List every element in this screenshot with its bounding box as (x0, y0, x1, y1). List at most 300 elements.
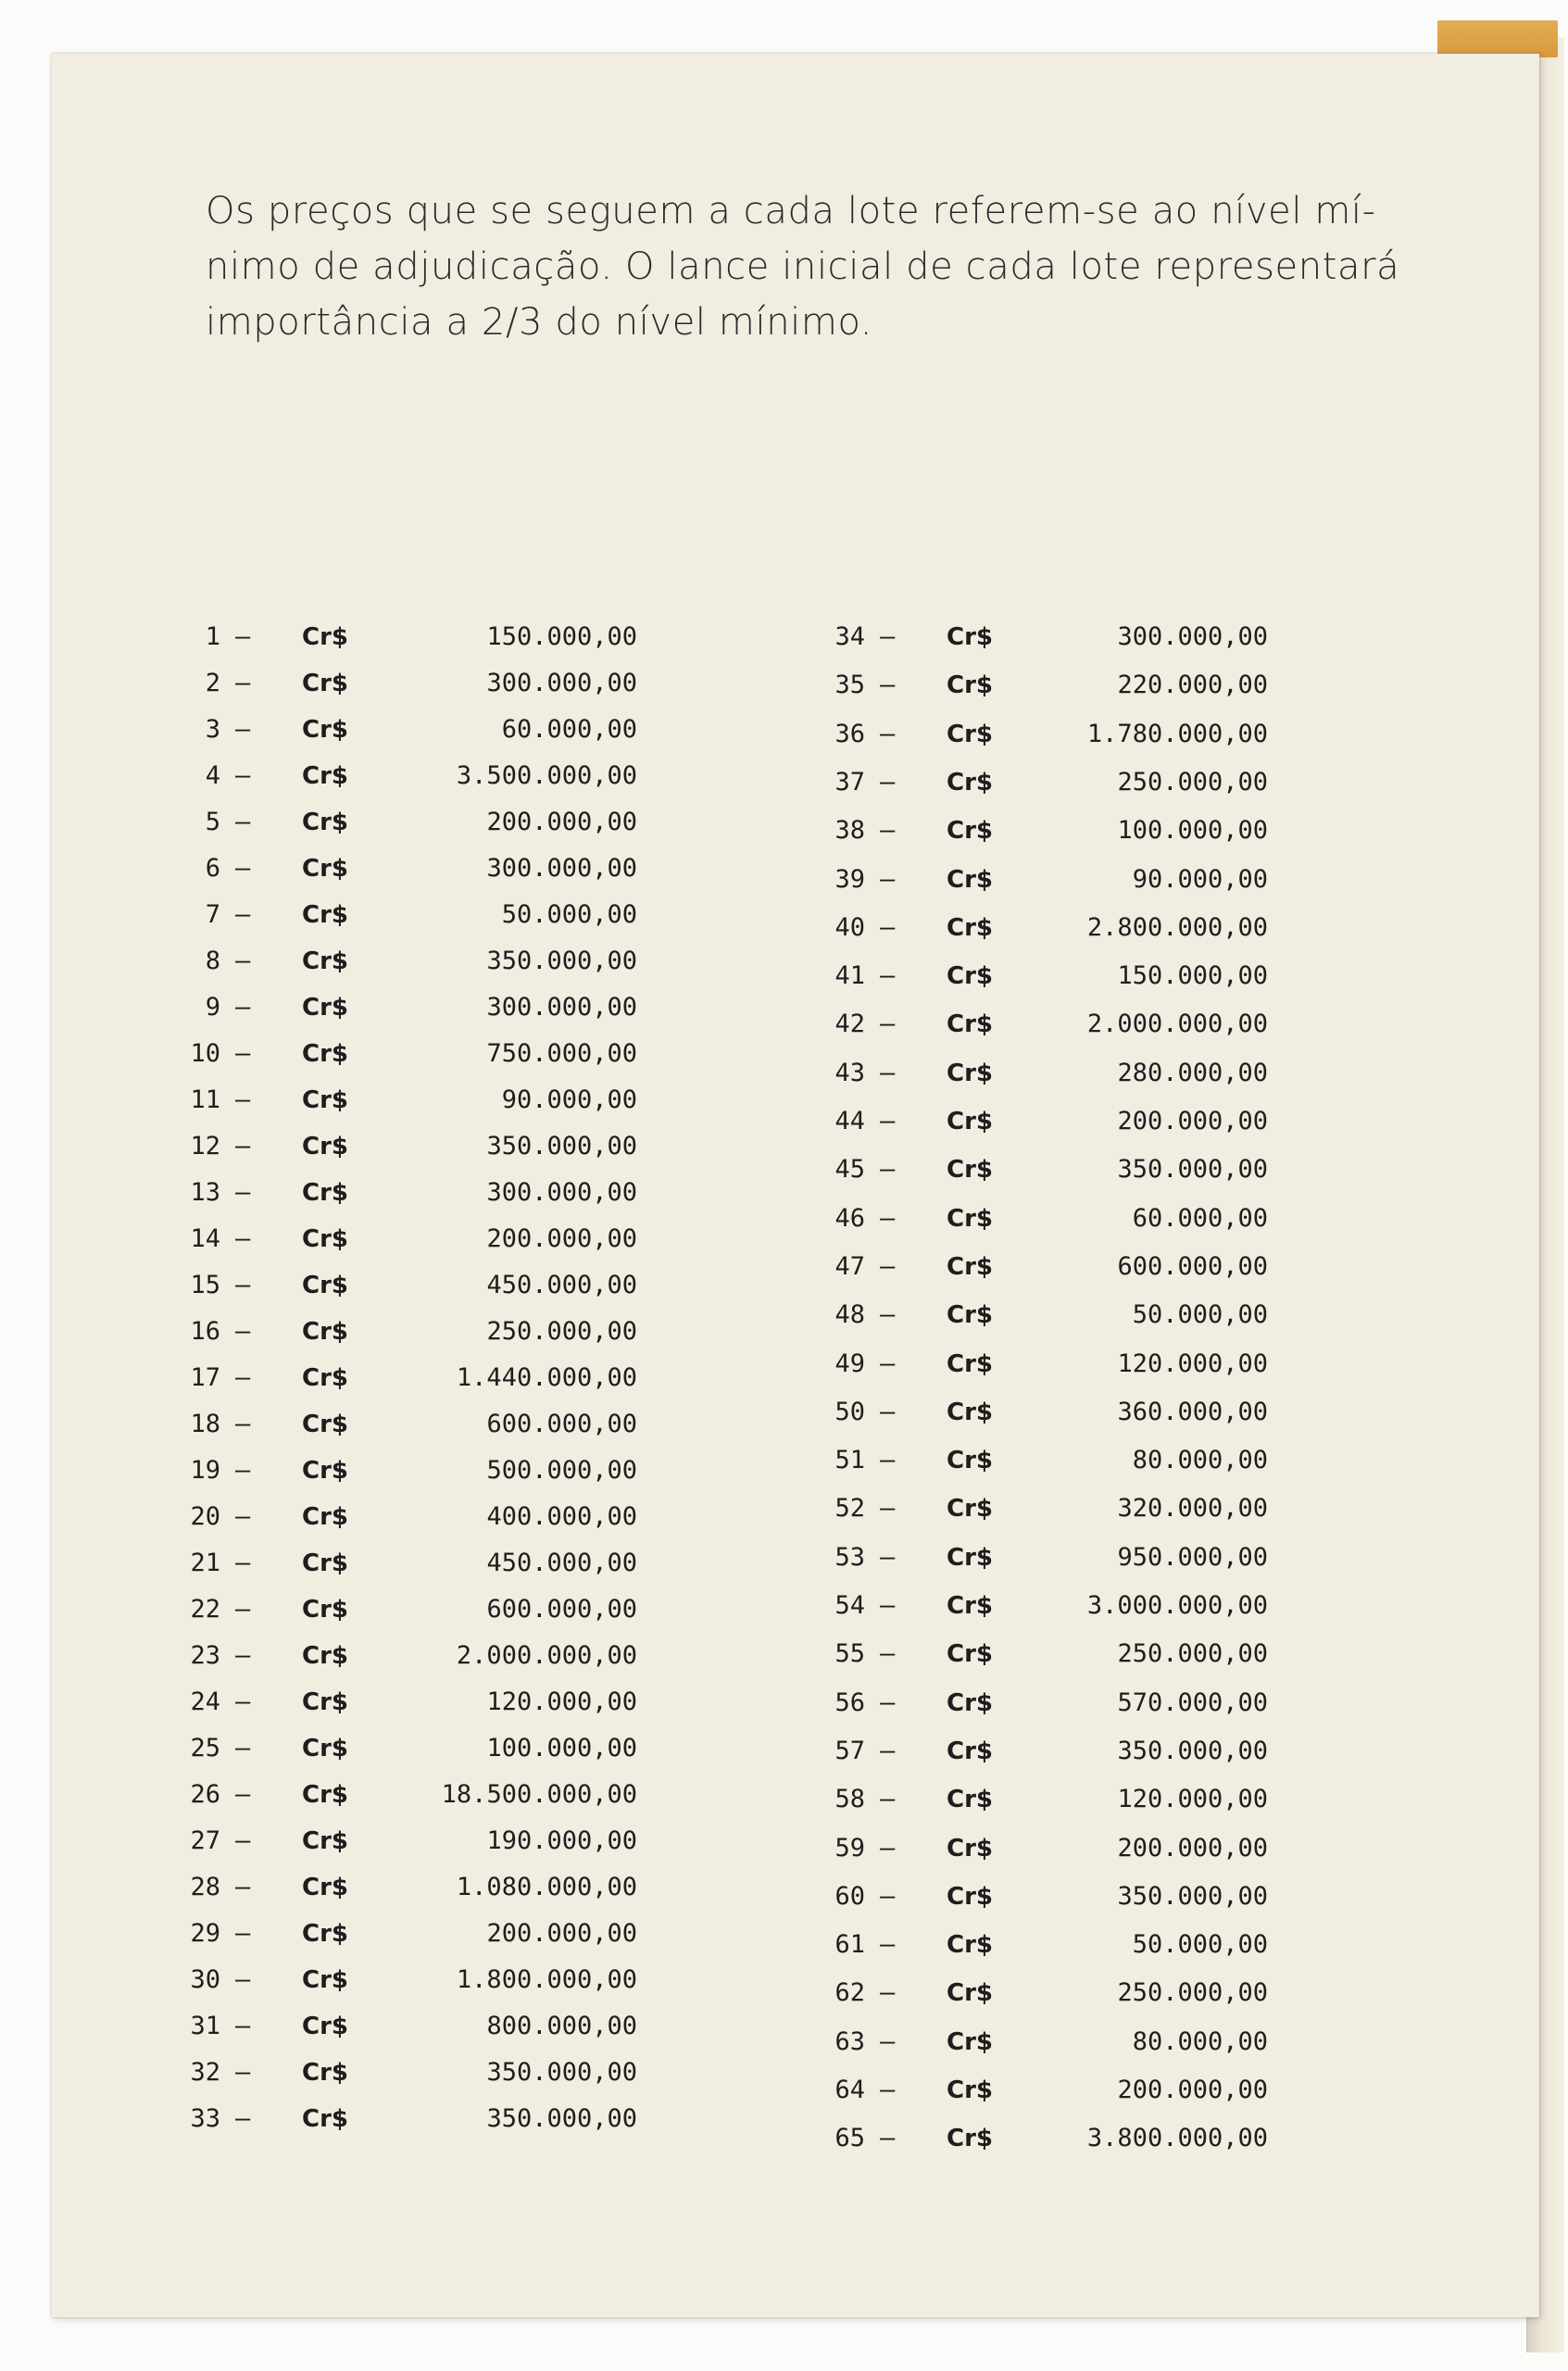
lot-price: 350.000,00 (486, 947, 637, 975)
lot-price: 3.800.000,00 (1086, 2124, 1268, 2153)
lot-row (808, 1442, 1400, 1479)
lot-currency: Cr$ (947, 768, 993, 797)
lot-price: 120.000,00 (486, 1687, 637, 1716)
lot-number: 34 (834, 622, 865, 651)
lot-row (163, 1128, 756, 1165)
lot-row (808, 1490, 1400, 1527)
lot-row (808, 1636, 1400, 1673)
lot-number: 10 (190, 1039, 220, 1068)
lot-number: 16 (190, 1317, 220, 1346)
lot-number: 9 (205, 993, 220, 1022)
lot-row (808, 1200, 1400, 1237)
lot-dash: — (235, 2058, 251, 2087)
lot-number: 5 (205, 808, 220, 836)
lot-row (163, 1082, 756, 1119)
lot-dash: — (235, 1873, 251, 1901)
lot-row (808, 1055, 1400, 1092)
lot-currency: Cr$ (947, 1108, 993, 1135)
lot-number: 63 (834, 2026, 865, 2056)
lot-currency: Cr$ (947, 1592, 993, 1620)
lot-currency: Cr$ (947, 865, 993, 894)
lot-currency: Cr$ (302, 1457, 348, 1485)
lot-row (808, 1248, 1400, 1286)
lot-currency: Cr$ (947, 1059, 993, 1087)
lot-currency: Cr$ (947, 2125, 993, 2153)
intro-line-3: importância a 2/3 do nível mínimo. (206, 301, 873, 344)
lot-row (163, 1452, 756, 1489)
lot-number: 15 (190, 1271, 220, 1299)
lot-row (163, 1776, 756, 1813)
lot-number: 45 (834, 1155, 865, 1185)
lot-number: 49 (834, 1349, 865, 1378)
lot-currency: Cr$ (947, 1398, 993, 1426)
lot-price: 200.000,00 (486, 808, 637, 836)
lot-number: 35 (834, 671, 865, 700)
lot-price: 50.000,00 (1132, 1300, 1268, 1330)
lot-price: 300.000,00 (486, 1178, 637, 1207)
lot-price: 350.000,00 (486, 2104, 637, 2133)
lot-number: 20 (190, 1502, 220, 1531)
lot-dash: — (235, 1317, 251, 1346)
lot-currency: Cr$ (302, 1827, 348, 1855)
lot-number: 4 (205, 761, 220, 790)
lot-row (163, 897, 756, 934)
lot-row (808, 1733, 1400, 1770)
lot-dash: — (880, 1494, 896, 1524)
lot-row (163, 1035, 756, 1073)
lot-price: 100.000,00 (486, 1734, 637, 1763)
lot-dash: — (880, 1736, 896, 1765)
lot-price: 300.000,00 (1117, 622, 1268, 651)
lot-price: 80.000,00 (1132, 2026, 1268, 2056)
lot-dash: — (235, 1641, 251, 1670)
lot-dash: — (880, 1155, 896, 1185)
lot-row (163, 1915, 756, 1952)
lot-currency: Cr$ (302, 947, 348, 975)
lot-number: 22 (190, 1595, 220, 1624)
lot-number: 29 (190, 1919, 220, 1948)
lot-price: 1.440.000,00 (456, 1363, 637, 1392)
lot-number: 44 (834, 1107, 865, 1135)
lot-price: 500.000,00 (486, 1456, 637, 1485)
lot-dash: — (235, 1085, 251, 1114)
lot-row (163, 758, 756, 795)
lot-row (163, 1221, 756, 1258)
lot-currency: Cr$ (947, 1543, 993, 1572)
lot-currency: Cr$ (947, 623, 993, 651)
lot-price: 350.000,00 (1117, 1155, 1268, 1185)
lot-currency: Cr$ (302, 762, 348, 790)
lot-price: 300.000,00 (486, 669, 637, 697)
lot-dash: — (880, 1785, 896, 1814)
lot-price: 150.000,00 (1117, 961, 1268, 991)
lot-price: 2.800.000,00 (1086, 912, 1268, 942)
lot-number: 52 (834, 1494, 865, 1524)
lot-row (163, 1174, 756, 1211)
lot-row (808, 812, 1400, 849)
lot-dash: — (880, 622, 896, 651)
lot-row (163, 1313, 756, 1350)
lot-price: 120.000,00 (1117, 1349, 1268, 1378)
lot-dash: — (235, 1734, 251, 1763)
lot-row (808, 1346, 1400, 1383)
lot-number: 37 (834, 767, 865, 797)
lot-number: 65 (834, 2124, 865, 2153)
lot-price: 190.000,00 (486, 1826, 637, 1855)
lot-price: 300.000,00 (486, 854, 637, 883)
lot-dash: — (235, 1919, 251, 1948)
lot-currency: Cr$ (302, 901, 348, 929)
lot-price: 18.500.000,00 (441, 1780, 637, 1809)
lot-row (808, 910, 1400, 947)
lot-number: 13 (190, 1178, 220, 1207)
lot-number: 60 (834, 1881, 865, 1911)
lot-dash: — (235, 854, 251, 883)
intro-paragraph (206, 183, 1502, 350)
lot-currency: Cr$ (302, 2013, 348, 2040)
lot-dash: — (880, 816, 896, 846)
lot-number: 41 (834, 961, 865, 991)
lot-dash: — (235, 947, 251, 975)
lot-dash: — (235, 1595, 251, 1624)
lot-price: 3.000.000,00 (1086, 1591, 1268, 1620)
lot-currency: Cr$ (302, 1040, 348, 1068)
lot-number: 58 (834, 1785, 865, 1814)
lot-row (163, 1360, 756, 1397)
lot-number: 18 (190, 1410, 220, 1438)
lot-price: 750.000,00 (486, 1039, 637, 1068)
lot-dash: — (880, 1349, 896, 1378)
lot-dash: — (880, 2124, 896, 2153)
lot-number: 25 (190, 1734, 220, 1763)
lot-currency: Cr$ (947, 2076, 993, 2104)
lot-currency: Cr$ (302, 2059, 348, 2087)
lot-row (808, 1878, 1400, 1915)
lot-dash: — (880, 1687, 896, 1717)
lot-dash: — (235, 1549, 251, 1577)
lot-number: 14 (190, 1224, 220, 1253)
lot-price: 250.000,00 (1117, 1978, 1268, 2008)
lot-number: 50 (834, 1397, 865, 1426)
lot-currency: Cr$ (947, 1010, 993, 1039)
lot-currency: Cr$ (947, 1156, 993, 1185)
lot-currency: Cr$ (947, 1882, 993, 1911)
lot-price: 350.000,00 (1117, 1736, 1268, 1765)
lot-currency: Cr$ (947, 817, 993, 846)
lot-number: 48 (834, 1300, 865, 1330)
lot-row (163, 1637, 756, 1675)
lot-dash: — (235, 761, 251, 790)
lot-currency: Cr$ (947, 2027, 993, 2056)
lot-dash: — (235, 1965, 251, 1994)
lot-currency: Cr$ (947, 720, 993, 748)
lot-row (808, 1587, 1400, 1625)
lot-currency: Cr$ (302, 2105, 348, 2133)
lot-dash: — (235, 1410, 251, 1438)
lot-dash: — (235, 1456, 251, 1485)
lot-number: 56 (834, 1687, 865, 1717)
lot-dash: — (880, 1203, 896, 1233)
lot-number: 33 (190, 2104, 220, 2133)
lot-currency: Cr$ (302, 623, 348, 651)
lot-dash: — (235, 1363, 251, 1392)
lot-price: 220.000,00 (1117, 671, 1268, 700)
lot-dash: — (880, 1542, 896, 1572)
lot-row (808, 2120, 1400, 2157)
lot-price: 570.000,00 (1117, 1687, 1268, 1717)
lot-number: 12 (190, 1132, 220, 1160)
lot-row (808, 764, 1400, 801)
lot-currency: Cr$ (947, 1301, 993, 1330)
lot-dash: — (880, 1010, 896, 1039)
lot-currency: Cr$ (947, 1979, 993, 2008)
lot-currency: Cr$ (302, 1364, 348, 1392)
lot-currency: Cr$ (302, 1272, 348, 1299)
lot-price: 250.000,00 (486, 1317, 637, 1346)
lot-dash: — (880, 2026, 896, 2056)
lot-dash: — (235, 993, 251, 1022)
lot-number: 24 (190, 1687, 220, 1716)
lot-currency: Cr$ (302, 1966, 348, 1994)
lot-number: 38 (834, 816, 865, 846)
lot-row (163, 1267, 756, 1304)
lot-number: 8 (205, 947, 220, 975)
lot-price: 300.000,00 (486, 993, 637, 1022)
lot-dash: — (235, 1826, 251, 1855)
lot-row (808, 1006, 1400, 1043)
lot-price: 450.000,00 (486, 1271, 637, 1299)
lot-number: 43 (834, 1058, 865, 1087)
lot-number: 42 (834, 1010, 865, 1039)
lot-dash: — (235, 900, 251, 929)
lot-price: 3.500.000,00 (456, 761, 637, 790)
lot-currency: Cr$ (947, 1349, 993, 1378)
lot-number: 26 (190, 1780, 220, 1809)
lot-currency: Cr$ (302, 1411, 348, 1438)
lot-dash: — (235, 669, 251, 697)
lot-dash: — (880, 912, 896, 942)
lot-row (163, 1730, 756, 1767)
lot-currency: Cr$ (302, 1874, 348, 1901)
lot-price: 60.000,00 (501, 715, 637, 744)
lot-number: 31 (190, 2012, 220, 2040)
lot-number: 1 (205, 622, 220, 651)
lot-dash: — (880, 1446, 896, 1475)
lot-dash: — (880, 1930, 896, 1960)
lot-currency: Cr$ (302, 1549, 348, 1577)
lot-price: 60.000,00 (1132, 1203, 1268, 1233)
lot-currency: Cr$ (947, 1786, 993, 1814)
lot-currency: Cr$ (947, 1495, 993, 1524)
lot-dash: — (880, 1107, 896, 1135)
lot-dash: — (235, 715, 251, 744)
lot-number: 54 (834, 1591, 865, 1620)
lot-number: 39 (834, 864, 865, 894)
lot-dash: — (235, 1780, 251, 1809)
lot-price: 350.000,00 (486, 2058, 637, 2087)
lot-currency: Cr$ (947, 671, 993, 700)
lot-currency: Cr$ (302, 670, 348, 697)
lot-number: 21 (190, 1549, 220, 1577)
lot-row (163, 711, 756, 748)
lot-dash: — (880, 2076, 896, 2104)
lot-currency: Cr$ (302, 1133, 348, 1160)
lot-row (808, 1781, 1400, 1818)
lot-price: 350.000,00 (486, 1132, 637, 1160)
lot-price: 250.000,00 (1117, 767, 1268, 797)
lot-dash: — (235, 1132, 251, 1160)
lot-number: 6 (205, 854, 220, 883)
lot-row (808, 667, 1400, 704)
intro-line-1: Os preços que se seguem a cada lote referem-se ao nível mí- (206, 190, 1376, 232)
lot-number: 32 (190, 2058, 220, 2087)
lot-price: 80.000,00 (1132, 1446, 1268, 1475)
lot-price: 150.000,00 (486, 622, 637, 651)
lot-row (163, 2054, 756, 2091)
lot-row (163, 1545, 756, 1582)
lot-number: 47 (834, 1251, 865, 1281)
lot-dash: — (235, 808, 251, 836)
lot-number: 55 (834, 1639, 865, 1669)
lot-price: 200.000,00 (1117, 1833, 1268, 1863)
lot-currency: Cr$ (302, 809, 348, 836)
lot-row (163, 850, 756, 887)
lot-price: 1.080.000,00 (456, 1873, 637, 1901)
lot-row (163, 989, 756, 1026)
lot-number: 17 (190, 1363, 220, 1392)
lot-price: 600.000,00 (486, 1410, 637, 1438)
lot-currency: Cr$ (302, 994, 348, 1022)
lot-row (163, 1684, 756, 1721)
lot-row (808, 1151, 1400, 1188)
lot-number: 36 (834, 719, 865, 748)
lot-price: 350.000,00 (1117, 1881, 1268, 1911)
lot-row (808, 1539, 1400, 1576)
lot-row (163, 943, 756, 980)
lot-currency: Cr$ (302, 1225, 348, 1253)
lot-row (808, 1103, 1400, 1140)
lot-row (163, 1591, 756, 1628)
lot-dash: — (880, 1833, 896, 1863)
lot-dash: — (235, 1271, 251, 1299)
lot-price: 50.000,00 (501, 900, 637, 929)
lot-price: 360.000,00 (1117, 1397, 1268, 1426)
lot-price: 200.000,00 (1117, 1107, 1268, 1135)
lot-price: 200.000,00 (1117, 2076, 1268, 2104)
lot-currency: Cr$ (302, 855, 348, 883)
lot-number: 53 (834, 1542, 865, 1572)
lot-number: 51 (834, 1446, 865, 1475)
lot-price: 200.000,00 (486, 1919, 637, 1948)
lot-price: 950.000,00 (1117, 1542, 1268, 1572)
lot-dash: — (880, 1639, 896, 1669)
lot-row (163, 2101, 756, 2138)
lot-price: 2.000.000,00 (456, 1641, 637, 1670)
lot-dash: — (880, 1397, 896, 1426)
lot-price: 200.000,00 (486, 1224, 637, 1253)
lot-dash: — (235, 2104, 251, 2133)
lot-dash: — (880, 671, 896, 700)
lot-row (163, 1406, 756, 1443)
lot-price: 2.000.000,00 (1086, 1010, 1268, 1039)
lot-row (163, 2008, 756, 2045)
lot-price: 280.000,00 (1117, 1058, 1268, 1087)
lot-row (163, 1823, 756, 1860)
lot-dash: — (235, 1224, 251, 1253)
lot-row (808, 1685, 1400, 1722)
lot-row (163, 1869, 756, 1906)
lot-dash: — (235, 1039, 251, 1068)
lot-price: 600.000,00 (1117, 1251, 1268, 1281)
catalog-page (52, 54, 1539, 2317)
lot-currency: Cr$ (302, 1642, 348, 1670)
lot-number: 3 (205, 715, 220, 744)
lot-currency: Cr$ (302, 716, 348, 744)
lot-currency: Cr$ (302, 1781, 348, 1809)
lot-price: 1.780.000,00 (1086, 719, 1268, 748)
lot-dash: — (880, 1978, 896, 2008)
lot-currency: Cr$ (947, 1834, 993, 1863)
lot-currency: Cr$ (947, 913, 993, 942)
lot-row (808, 1394, 1400, 1431)
lot-number: 64 (834, 2076, 865, 2104)
lot-currency: Cr$ (947, 1688, 993, 1717)
lot-row (163, 619, 756, 656)
lot-currency: Cr$ (947, 1204, 993, 1233)
lot-currency: Cr$ (302, 1318, 348, 1346)
lot-currency: Cr$ (302, 1688, 348, 1716)
lot-row (808, 1830, 1400, 1867)
lot-row (808, 861, 1400, 898)
lot-row (808, 958, 1400, 995)
lot-dash: — (880, 767, 896, 797)
lot-currency: Cr$ (947, 1447, 993, 1475)
lot-dash: — (880, 1251, 896, 1281)
lot-dash: — (880, 961, 896, 991)
lot-currency: Cr$ (947, 1252, 993, 1281)
lot-row (163, 804, 756, 841)
lot-price: 90.000,00 (1132, 864, 1268, 894)
lot-number: 28 (190, 1873, 220, 1901)
lot-number: 30 (190, 1965, 220, 1994)
lot-dash: — (235, 1178, 251, 1207)
lot-number: 19 (190, 1456, 220, 1485)
lot-number: 59 (834, 1833, 865, 1863)
lot-row (163, 1499, 756, 1536)
lot-currency: Cr$ (947, 1640, 993, 1669)
lot-number: 62 (834, 1978, 865, 2008)
lot-dash: — (235, 1502, 251, 1531)
lot-currency: Cr$ (947, 962, 993, 991)
lot-dash: — (235, 2012, 251, 2040)
lot-currency: Cr$ (947, 1737, 993, 1765)
lot-price: 90.000,00 (501, 1085, 637, 1114)
lot-price: 120.000,00 (1117, 1785, 1268, 1814)
lot-dash: — (235, 622, 251, 651)
lot-dash: — (880, 719, 896, 748)
lot-price: 1.800.000,00 (456, 1965, 637, 1994)
lot-currency: Cr$ (302, 1503, 348, 1531)
lot-price: 100.000,00 (1117, 816, 1268, 846)
lot-number: 2 (205, 669, 220, 697)
lot-price: 600.000,00 (486, 1595, 637, 1624)
lot-currency: Cr$ (302, 1596, 348, 1624)
lot-dash: — (880, 1591, 896, 1620)
lot-price: 250.000,00 (1117, 1639, 1268, 1669)
lot-row (808, 1926, 1400, 1963)
lot-dash: — (880, 864, 896, 894)
intro-line-2: nimo de adjudicação. O lance inicial de cada lote representará (206, 245, 1400, 288)
